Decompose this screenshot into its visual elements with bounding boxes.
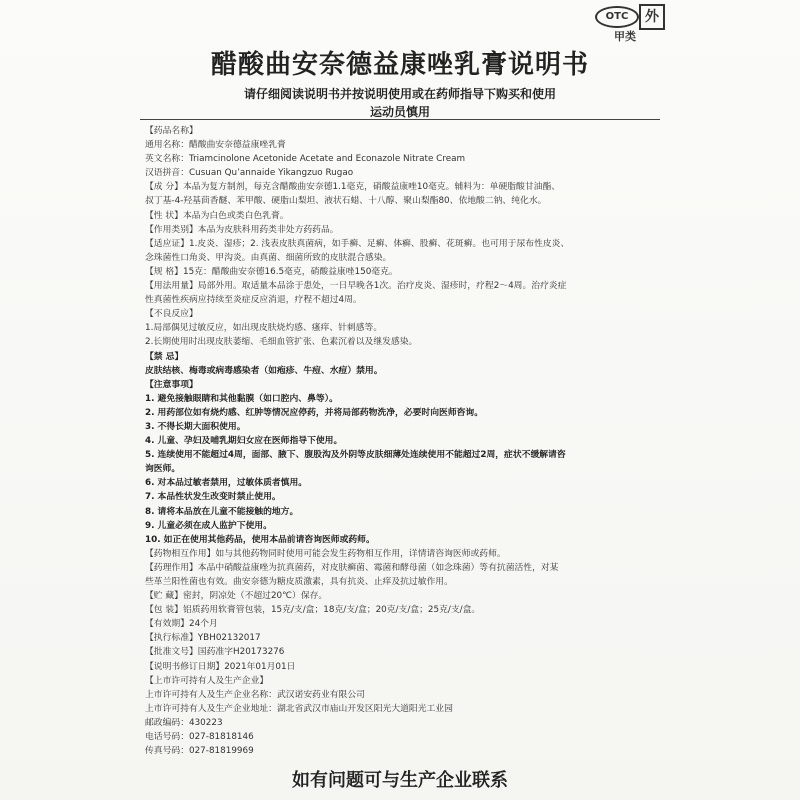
holder-postcode: 邮政编码：430223 bbox=[145, 717, 223, 728]
revision-label: 【说明书修订日期】 bbox=[145, 661, 225, 672]
title-divider bbox=[140, 119, 660, 120]
spec-label: 【规 格】 bbox=[145, 266, 183, 277]
holder-address: 上市许可持有人及生产企业地址：湖北省武汉市庙山开发区阳光大道阳光工业园 bbox=[145, 703, 453, 714]
usage-line-2: 性真菌性疾病应持续至炎症反应消退，疗程不超过4周。 bbox=[145, 295, 362, 306]
contraindications-label: 【禁 忌】 bbox=[145, 351, 184, 362]
usage-line-1 bbox=[145, 279, 665, 293]
notice-line-1: 请仔细阅读说明书并按说明使用或在药师指导下购买和使用 bbox=[243, 87, 556, 101]
precaution-item: 询医师。 bbox=[145, 464, 181, 475]
validity-line bbox=[145, 617, 665, 631]
precaution-item: 3. 不得长期大面积使用。 bbox=[145, 421, 246, 432]
properties-label: 【性 状】 bbox=[145, 210, 183, 221]
composition-text-1: 本品为复方制剂，每克含醋酸曲安奈德1.1毫克，硝酸益康唑10毫克。辅料为：单硬脂酸甘油酯、 bbox=[182, 182, 561, 193]
interaction-text: 如与其他药物同时使用可能会发生药物相互作用，详情请咨询医师或药师。 bbox=[215, 548, 506, 559]
spec-text: 15克：醋酸曲安奈德16.5毫克，硝酸益康唑150毫克。 bbox=[182, 266, 398, 277]
holder-fax: 传真号码：027-81819969 bbox=[145, 746, 254, 757]
indications-line-1 bbox=[145, 237, 665, 251]
adverse-line-2: 2.长期使用时出现皮肤萎缩、毛细血管扩张、色素沉着以及继发感染。 bbox=[145, 337, 418, 348]
composition-line-1 bbox=[145, 180, 665, 194]
generic-name: 通用名称：醋酸曲安奈德益康唑乳膏 bbox=[145, 140, 286, 151]
precaution-item: 7. 本品性状发生改变时禁止使用。 bbox=[145, 492, 281, 503]
precaution-item: 10. 如正在使用其他药品，使用本品前请咨询医师或药师。 bbox=[145, 534, 375, 545]
holder-label: 【上市许可持有人及生产企业】 bbox=[145, 675, 269, 686]
holder-name: 上市许可持有人及生产企业名称：武汉诺安药业有限公司 bbox=[145, 689, 365, 700]
adverse-label: 【不良反应】 bbox=[145, 309, 198, 320]
package-text: 铝质药用软膏管包装，15克/支/盒；18克/支/盒；20克/支/盒；25克/支/盒。 bbox=[182, 605, 481, 616]
validity-label: 【有效期】 bbox=[145, 619, 189, 630]
precaution-item: 8. 请将本品放在儿童不能接触的地方。 bbox=[145, 506, 299, 517]
approval-line bbox=[145, 645, 665, 659]
precaution-item: 5. 连续使用不能超过4周，面部、腋下、腹股沟及外阴等皮肤细薄处连续使用不能超过2周，症状不缓解请咨 bbox=[145, 450, 566, 461]
usage-text-1: 局部外用。取适量本品涂于患处，一日早晚各1次。治疗皮炎、湿疹时，疗程2～4周。治疗炎症 bbox=[197, 281, 567, 292]
pharmacology-label: 【药理作用】 bbox=[145, 562, 198, 573]
adverse-line-1: 1.局部偶见过敏反应，如出现皮肤烧灼感、瘙痒、针刺感等。 bbox=[145, 323, 383, 334]
category-text: 本品为皮肤科用药类非处方药药品。 bbox=[197, 224, 339, 235]
properties-line bbox=[145, 209, 665, 223]
precaution-item: 9. 儿童必须在成人监护下使用。 bbox=[145, 520, 272, 531]
package-line bbox=[145, 603, 665, 617]
precautions-label: 【注意事项】 bbox=[145, 379, 198, 390]
approval-label: 【批准文号】 bbox=[145, 647, 198, 658]
precaution-item: 1. 避免接触眼睛和其他黏膜（如口腔内、鼻等）。 bbox=[145, 393, 338, 404]
drug-name-label: 【药品名称】 bbox=[145, 126, 198, 136]
class-a-label: 甲类 bbox=[614, 30, 636, 43]
pharmacology-text-1: 本品中硝酸益康唑为抗真菌药，对皮肤癣菌、霉菌和酵母菌（如念珠菌）等有抗菌活性，对某 bbox=[197, 562, 559, 573]
page-title: 醋酸曲安奈德益康唑乳膏说明书 bbox=[210, 50, 589, 80]
validity-text: 24个月 bbox=[189, 619, 218, 630]
indications-label: 【适应证】 bbox=[145, 238, 189, 249]
spec-line bbox=[145, 265, 665, 279]
precaution-item: 2. 用药部位如有烧灼感、红肿等情况应停药，并将局部药物洗净，必要时向医师咨询。 bbox=[145, 407, 484, 418]
interaction-line bbox=[145, 547, 665, 561]
category-line bbox=[145, 223, 665, 237]
approval-text: 国药准字H20173276 bbox=[197, 647, 285, 658]
leaflet-body bbox=[145, 124, 665, 758]
pinyin-name: 汉语拼音：Cusuan Qu’annaide Yikangzuo Rugao bbox=[145, 168, 354, 179]
footer-contact-note: 如有问题可与生产企业联系 bbox=[292, 770, 508, 791]
contraindications-text: 皮肤结核、梅毒或病毒感染者（如疱疹、牛痘、水痘）禁用。 bbox=[145, 365, 383, 376]
properties-text: 本品为白色或类白色乳膏。 bbox=[182, 210, 289, 221]
standard-line bbox=[145, 631, 665, 645]
pharmacology-line-2: 些革兰阳性菌也有效。曲安奈德为糖皮质激素，具有抗炎、止痒及抗过敏作用。 bbox=[145, 577, 453, 587]
precaution-item: 4. 儿童、孕妇及哺乳期妇女应在医师指导下使用。 bbox=[145, 436, 343, 447]
interaction-label: 【药物相互作用】 bbox=[145, 548, 216, 559]
pharmacology-line-1 bbox=[145, 561, 665, 575]
composition-line-2: 叔丁基-4-羟基茴香醚、苯甲酸、硬脂山梨坦、液状石蜡、十八醇、聚山梨酯80、依地酸二钠、纯化水。 bbox=[145, 196, 547, 207]
revision-text: 2021年01月01日 bbox=[224, 661, 296, 672]
storage-line bbox=[145, 589, 665, 603]
indications-text-1: 1.皮炎、湿疹；2. 浅表皮肤真菌病，如手癣、足癣、体癣、股癣、花斑癣。也可用于尿布性皮炎、 bbox=[189, 238, 570, 249]
notice-line-2: 运动员慎用 bbox=[369, 105, 430, 119]
usage-label: 【用法用量】 bbox=[145, 281, 198, 292]
external-use-badge: 外 bbox=[639, 4, 665, 30]
storage-label: 【贮 藏】 bbox=[145, 591, 183, 602]
otc-badge: OTC bbox=[595, 6, 639, 28]
standard-label: 【执行标准】 bbox=[145, 633, 198, 644]
precaution-item: 6. 对本品过敏者禁用，过敏体质者慎用。 bbox=[145, 478, 308, 489]
revision-line bbox=[145, 660, 665, 674]
composition-label: 【成 分】 bbox=[145, 182, 183, 193]
indications-line-2: 念珠菌性口角炎、甲沟炎。由真菌、细菌所致的皮肤混合感染。 bbox=[145, 252, 392, 263]
standard-text: YBH02132017 bbox=[197, 633, 261, 644]
category-label: 【作用类别】 bbox=[145, 224, 198, 235]
english-name: 英文名称：Triamcinolone Acetonide Acetate and Econazole Nitrate Cream bbox=[145, 154, 466, 165]
holder-phone: 电话号码：027-81818146 bbox=[145, 732, 254, 743]
storage-text: 密封，阴凉处（不超过20℃）保存。 bbox=[182, 591, 328, 602]
package-label: 【包 装】 bbox=[145, 605, 183, 616]
